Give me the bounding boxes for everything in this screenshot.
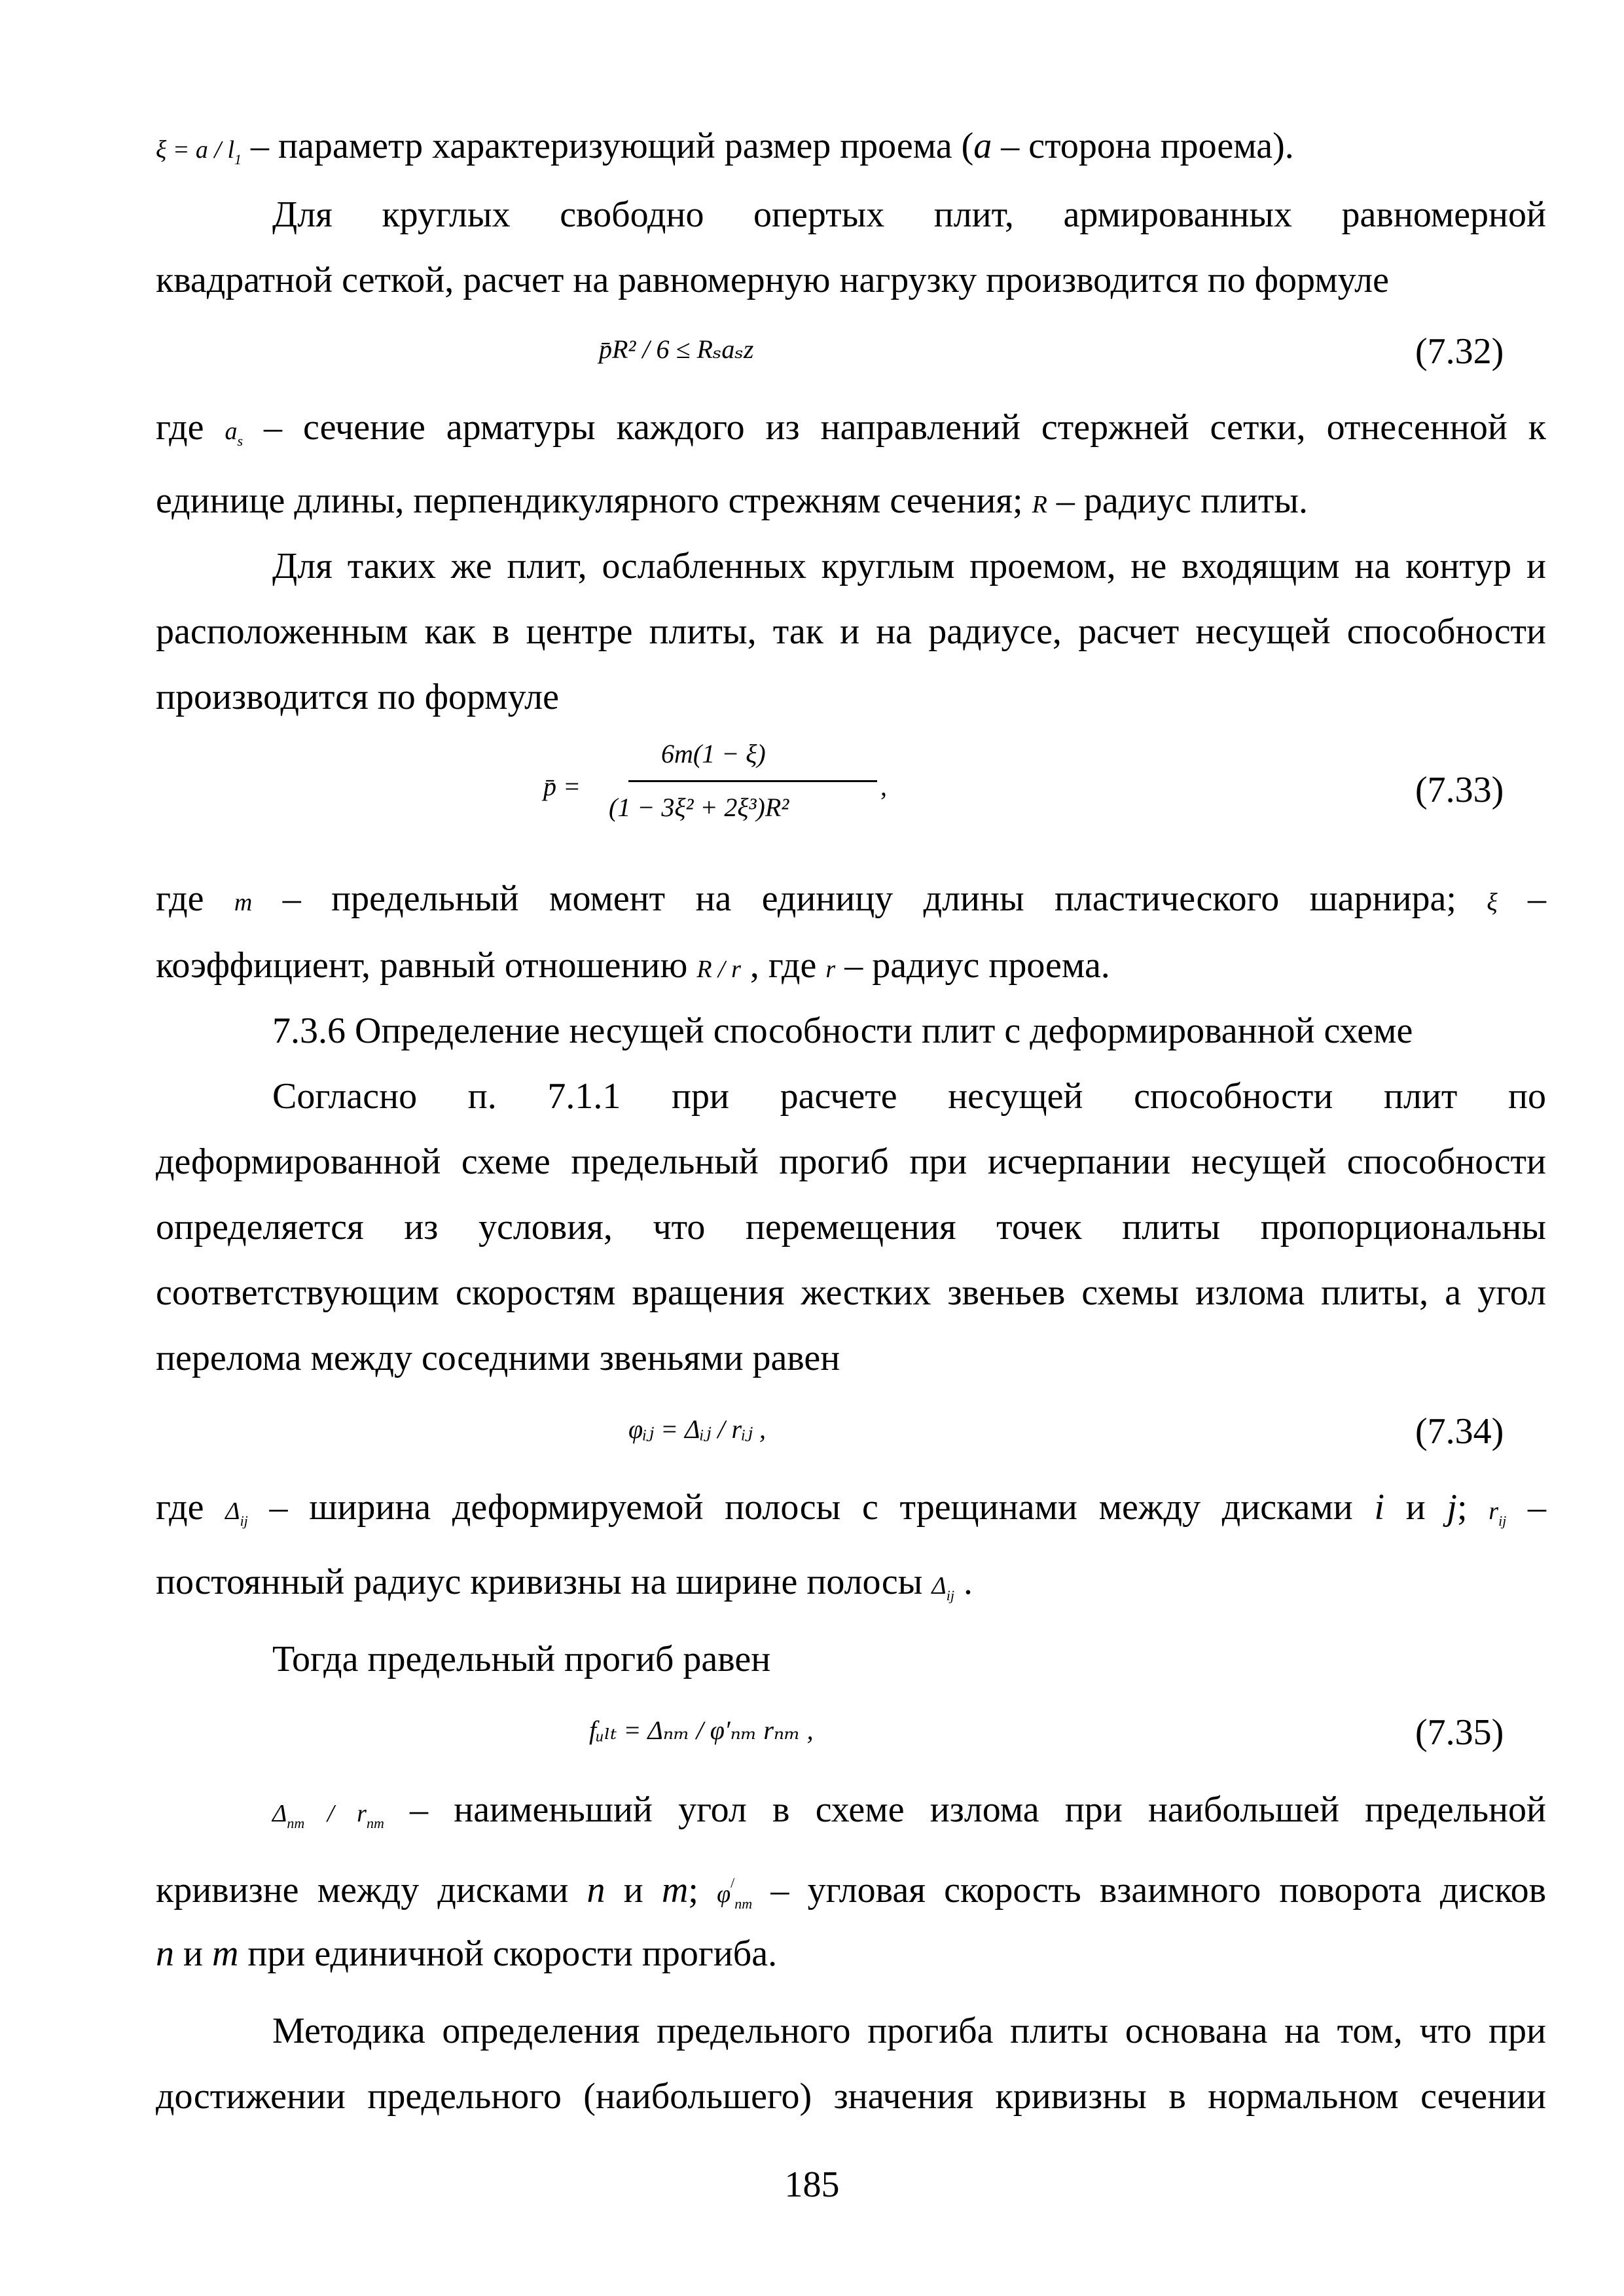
text-line: Методика определения предельного прогиба плиты основана на том, что при [272, 2011, 1546, 2051]
text-line: $\xi = a / l_1$ – параметр характеризующий размер проема (a – сторона проема). [156, 126, 1294, 168]
text-line: Тогда предельный прогиб равен [272, 1639, 771, 1679]
equation-7-33-denominator: (1 − 3ξ² + 2ξ³)R² [609, 793, 789, 822]
fraction-bar [628, 780, 877, 782]
text-line: $\Delta_{nm} / r_{nm}$ – наименьший угол в схеме излома при наибольшей предельной [272, 1789, 1546, 1831]
equation-number: (7.32) [1415, 331, 1504, 372]
text-line: где $\Delta_{ij}$ – ширина деформируемой полосы с трещинами между дисками i и j; $r_{ij}$ – [156, 1487, 1547, 1529]
equation-7-32: p̄R² / 6 ≤ Rₛaₛz [599, 334, 754, 364]
text-line: кривизне между дисками n и m; $\varphi^/_{nm}$ – угловая скорость взаимного поворота дисков [156, 1870, 1547, 1912]
text-line: перелома между соседними звеньями равен [156, 1338, 840, 1378]
section-heading: 7.3.6 Определение несущей способности плит с деформированной схеме [272, 1011, 1413, 1051]
equation-number: (7.34) [1415, 1411, 1504, 1452]
text-line: деформированной схеме предельный прогиб при исчерпании несущей способности [156, 1141, 1546, 1182]
equation-7-35: fᵤₗₜ = Δₙₘ / φ′ₙₘ rₙₘ , [589, 1715, 814, 1745]
text-line: Для круглых свободно опертых плит, армированных равномерной [272, 194, 1546, 235]
text-line: постоянный радиус кривизны на ширине полосы $\Delta_{ij}$ . [156, 1562, 973, 1604]
text-line: где $a_s$ – сечение арматуры каждого из направлений стержней сетки, отнесенной к [156, 407, 1547, 449]
text-line: достижении предельного (наибольшего) значения кривизны в нормальном сечении [156, 2076, 1546, 2117]
text-line: где m – предельный момент на единицу длины пластического шарнира; ξ – [156, 878, 1547, 919]
equation-number: (7.33) [1415, 770, 1504, 810]
text-line: квадратной сеткой, расчет на равномерную нагрузку производится по формуле [156, 260, 1389, 300]
document-page: $\xi = a / l_1$ – параметр характеризующий размер проема (a – сторона проема). Для круглых свободно опертых плит, армированных равномерной квадратной сеткой, расчет на равномерную нагрузку производится по формуле p̄R² / 6 ≤ Rₛaₛz (7.32) где $a_s$ – сечение арматуры каждого из направлений стержней сетки, отнесенной к единице длины, перпендикулярного стрежням сечения; R – радиус плиты. Для таких же плит, ослабленных круглым проемом, не входящим на контур и расположенным как в центре плиты, так и на радиусе, расчет несущей способности производится по формуле p̄ = 6m(1 − ξ) (1 − 3ξ² + 2ξ³)R² , (7.33) где m – предельный момент на единицу длины пластического шарнира; ξ – коэффициент, равный отношению R / r , где r – радиус проема. 7.3.6 Определение несущей способности плит с деформированной схеме Согласно п. 7.1.1 при расчете несущей способности плит по деформированной схеме предельный прогиб при исчерпании несущей способности определяется из условия, что перемещения точек плиты пропорциональны соответствующим скоростям вращения жестких звеньев схемы излома плиты, а угол перелома между соседними звеньями равен φᵢⱼ = Δᵢⱼ / rᵢⱼ , (7.34) где $\Delta_{ij}$ – ширина деформируемой полосы с трещинами между дисками i и j; $r_{ij}$ – постоянный радиус кривизны на ширине полосы $\Delta_{ij}$ . Тогда предельный прогиб равен fᵤₗₜ = Δₙₘ / φ′ₙₘ rₙₘ , (7.35) $\Delta_{nm} / r_{nm}$ – наименьший угол в схеме излома при наибольшей предельной кривизне между дисками n и m; $\varphi^/_{nm}$ – угловая скорость взаимного поворота дисков n и m при единичной скорости прогиба. Методика определения предельного прогиба плиты основана на том, что при достижении предельного (наибольшего) значения кривизны в нормальном сечении 185 [0, 0, 1624, 2296]
text-line: определяется из условия, что перемещения точек плиты пропорциональны [156, 1207, 1546, 1247]
text-line: расположенным как в центре плиты, так и на радиусе, расчет несущей способности [156, 611, 1546, 652]
text-line: n и m при единичной скорости прогиба. [156, 1933, 778, 1974]
text-line: соответствующим скоростям вращения жестких звеньев схемы излома плиты, а угол [156, 1272, 1546, 1313]
page-number: 185 [784, 2164, 840, 2205]
formula-xi: ξ = a / l [156, 136, 235, 164]
equation-7-33-numerator: 6m(1 − ξ) [661, 739, 766, 768]
text-line: производится по формуле [156, 677, 559, 717]
text-line: Для таких же плит, ослабленных круглым проемом, не входящим на контур и [272, 546, 1546, 586]
text-line: коэффициент, равный отношению R / r , где r – радиус проема. [156, 945, 1110, 986]
equation-number: (7.35) [1415, 1712, 1504, 1753]
equation-7-34: φᵢⱼ = Δᵢⱼ / rᵢⱼ , [628, 1414, 766, 1444]
equation-7-33-lhs: p̄ = [543, 772, 581, 801]
text-line: единице длины, перпендикулярного стрежням сечения; R – радиус плиты. [156, 480, 1308, 521]
text-line: Согласно п. 7.1.1 при расчете несущей способности плит по [272, 1076, 1546, 1117]
